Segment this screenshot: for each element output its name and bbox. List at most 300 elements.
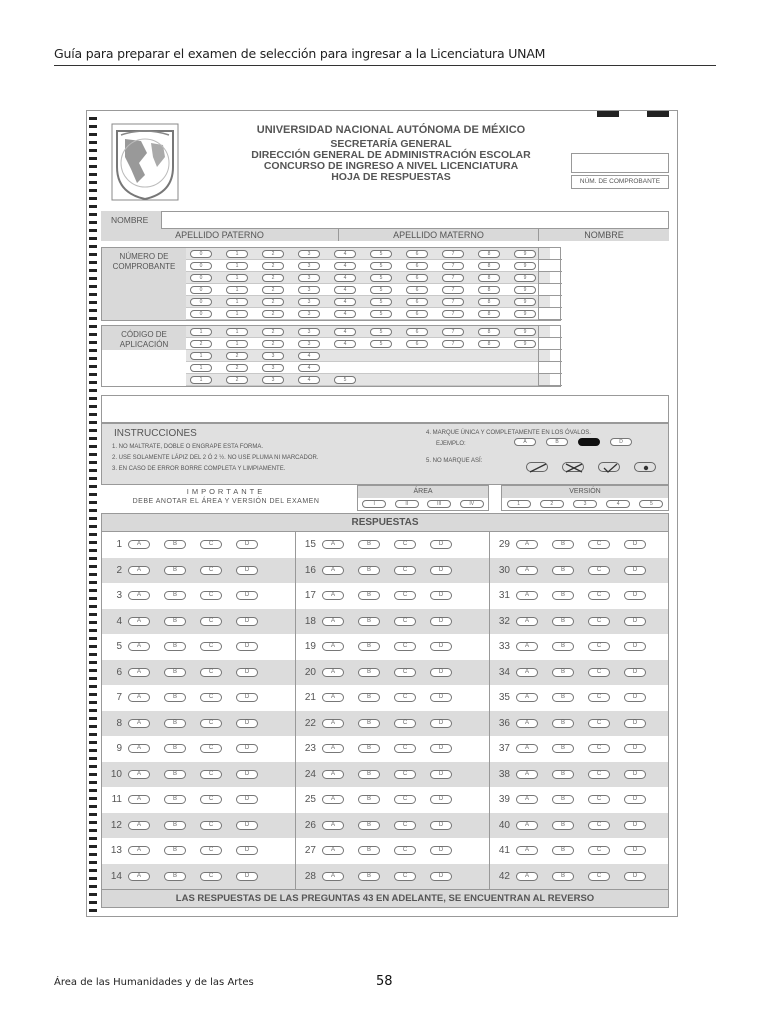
answer-bubble[interactable]: B <box>552 642 574 651</box>
code-bubble[interactable]: 2 <box>226 376 248 384</box>
answer-bubble[interactable]: D <box>624 693 646 702</box>
answer-bubble[interactable]: A <box>128 770 150 779</box>
code-bubble[interactable]: 1 <box>226 328 248 336</box>
answer-bubble[interactable]: D <box>624 795 646 804</box>
answer-bubble[interactable]: D <box>624 872 646 881</box>
answer-row <box>102 660 295 686</box>
answer-bubble[interactable]: C <box>200 591 222 600</box>
answer-bubble[interactable]: A <box>322 821 344 830</box>
answer-bubble[interactable]: D <box>236 668 258 677</box>
answer-bubble[interactable]: D <box>236 642 258 651</box>
answer-bubble[interactable]: B <box>552 744 574 753</box>
code-bubble[interactable]: 6 <box>406 328 428 336</box>
answer-bubble[interactable]: D <box>624 591 646 600</box>
answer-bubble[interactable]: C <box>200 872 222 881</box>
answer-bubble[interactable]: C <box>394 642 416 651</box>
answer-bubble[interactable]: D <box>430 719 452 728</box>
code-bubble[interactable]: 1 <box>190 328 212 336</box>
answer-bubble[interactable]: B <box>358 693 380 702</box>
digit-bubble[interactable]: 5 <box>370 262 392 270</box>
code-bubble[interactable]: 2 <box>226 352 248 360</box>
timing-mark <box>89 781 97 784</box>
direccion-title: DIRECCIÓN GENERAL DE ADMINISTRACIÓN ESCOLAR <box>251 149 531 161</box>
answer-bubble[interactable]: A <box>516 668 538 677</box>
answer-bubble[interactable]: A <box>128 872 150 881</box>
question-number: 2 <box>116 564 122 576</box>
answer-bubble[interactable]: D <box>430 693 452 702</box>
answer-bubble[interactable]: C <box>200 566 222 575</box>
answer-bubble[interactable]: B <box>164 770 186 779</box>
timing-mark <box>89 461 97 464</box>
digit-bubble[interactable]: 0 <box>190 298 212 306</box>
answer-column <box>296 532 490 889</box>
version-bubble[interactable]: 5 <box>639 500 663 508</box>
answer-bubble[interactable]: B <box>552 693 574 702</box>
answer-bubble[interactable]: B <box>358 540 380 549</box>
answer-bubble[interactable]: B <box>358 846 380 855</box>
answer-bubble[interactable]: C <box>588 566 610 575</box>
answer-bubble[interactable]: B <box>164 591 186 600</box>
code-bubble[interactable]: 4 <box>298 352 320 360</box>
answer-bubble[interactable]: C <box>588 540 610 549</box>
answer-bubble[interactable]: A <box>516 540 538 549</box>
digit-bubble[interactable]: 0 <box>190 310 212 318</box>
answer-bubble[interactable]: C <box>588 642 610 651</box>
digit-bubble[interactable]: 8 <box>478 250 500 258</box>
timing-mark <box>89 509 97 512</box>
answer-bubble[interactable]: A <box>516 591 538 600</box>
answer-bubble[interactable]: C <box>588 693 610 702</box>
digit-bubble[interactable]: 7 <box>442 274 464 282</box>
version-bubble[interactable]: 2 <box>540 500 564 508</box>
answer-bubble[interactable]: D <box>430 591 452 600</box>
question-number: 1 <box>116 539 122 551</box>
digit-bubble[interactable]: 5 <box>370 298 392 306</box>
answer-bubble[interactable]: C <box>588 770 610 779</box>
answer-bubble[interactable]: B <box>358 617 380 626</box>
answer-bubble[interactable]: A <box>516 770 538 779</box>
answer-bubble[interactable]: A <box>128 846 150 855</box>
digit-bubble[interactable]: 2 <box>262 298 284 306</box>
code-bubble[interactable]: 8 <box>478 340 500 348</box>
answer-bubble[interactable]: C <box>394 795 416 804</box>
answer-bubble[interactable]: B <box>358 642 380 651</box>
answer-bubble[interactable]: B <box>358 566 380 575</box>
digit-bubble[interactable]: 6 <box>406 310 428 318</box>
area-bubble[interactable]: III <box>427 500 451 508</box>
answer-bubble[interactable]: B <box>358 591 380 600</box>
code-bubble[interactable]: 2 <box>262 328 284 336</box>
code-bubble[interactable]: 7 <box>442 328 464 336</box>
code-bubble[interactable]: 3 <box>298 328 320 336</box>
answer-row <box>490 532 668 558</box>
answer-bubble[interactable]: B <box>552 617 574 626</box>
digit-bubble[interactable]: 9 <box>514 286 536 294</box>
answer-bubble[interactable]: A <box>516 566 538 575</box>
answer-bubble[interactable]: C <box>394 591 416 600</box>
answer-bubble[interactable]: B <box>164 668 186 677</box>
answer-bubble[interactable]: A <box>322 591 344 600</box>
answer-bubble[interactable]: D <box>430 821 452 830</box>
digit-bubble[interactable]: 9 <box>514 262 536 270</box>
answer-bubble[interactable]: A <box>322 617 344 626</box>
question-number: 23 <box>304 743 316 755</box>
answer-bubble[interactable]: B <box>164 540 186 549</box>
answer-bubble[interactable]: A <box>128 821 150 830</box>
receipt-number-label: NÚM. DE COMPROBANTE <box>571 175 669 189</box>
answer-bubble[interactable]: B <box>164 642 186 651</box>
digit-bubble[interactable]: 2 <box>262 286 284 294</box>
answer-bubble[interactable]: D <box>430 770 452 779</box>
digit-bubble[interactable]: 3 <box>298 250 320 258</box>
answer-bubble[interactable]: D <box>236 693 258 702</box>
answer-bubble[interactable]: C <box>200 846 222 855</box>
digit-bubble[interactable]: 9 <box>514 310 536 318</box>
answer-bubble[interactable]: A <box>322 719 344 728</box>
answer-bubble[interactable]: C <box>588 744 610 753</box>
answer-bubble[interactable]: C <box>394 617 416 626</box>
digit-bubble[interactable]: 8 <box>478 286 500 294</box>
answer-bubble[interactable]: D <box>236 821 258 830</box>
aplicacion-bubbles <box>186 326 550 386</box>
answer-bubble[interactable]: B <box>552 795 574 804</box>
answer-bubble[interactable]: C <box>588 719 610 728</box>
answer-bubble[interactable]: D <box>236 566 258 575</box>
digit-bubble[interactable]: 7 <box>442 298 464 306</box>
answer-bubble[interactable]: D <box>236 744 258 753</box>
answer-bubble[interactable]: B <box>358 668 380 677</box>
answer-bubble[interactable]: D <box>624 566 646 575</box>
answer-bubble[interactable]: C <box>200 540 222 549</box>
name-field[interactable] <box>161 211 669 229</box>
digit-bubble[interactable]: 0 <box>190 274 212 282</box>
code-bubble[interactable]: 3 <box>262 352 284 360</box>
answer-bubble[interactable]: A <box>128 668 150 677</box>
answer-bubble[interactable]: D <box>624 846 646 855</box>
digit-bubble[interactable]: 7 <box>442 250 464 258</box>
digit-bubble[interactable]: 6 <box>406 262 428 270</box>
answer-bubble[interactable]: A <box>322 846 344 855</box>
code-bubble[interactable]: 4 <box>298 376 320 384</box>
unam-seal-icon <box>111 123 179 201</box>
answer-bubble[interactable]: C <box>588 668 610 677</box>
digit-bubble[interactable]: 4 <box>334 274 356 282</box>
digit-bubble[interactable]: 1 <box>226 274 248 282</box>
area-bubble[interactable]: I <box>362 500 386 508</box>
answer-bubble[interactable]: B <box>164 846 186 855</box>
code-bubble[interactable]: 2 <box>226 364 248 372</box>
digit-bubble[interactable]: 5 <box>370 310 392 318</box>
code-bubble[interactable]: 4 <box>334 340 356 348</box>
answer-bubble[interactable]: A <box>516 821 538 830</box>
digit-bubble[interactable]: 9 <box>514 274 536 282</box>
answer-row <box>490 762 668 788</box>
answer-bubble[interactable]: C <box>588 846 610 855</box>
answer-bubble[interactable]: C <box>200 744 222 753</box>
answer-bubble[interactable]: A <box>516 642 538 651</box>
answer-bubble[interactable]: A <box>516 617 538 626</box>
digit-bubble[interactable]: 3 <box>298 298 320 306</box>
answer-bubble[interactable]: D <box>236 540 258 549</box>
answer-bubble[interactable]: C <box>200 821 222 830</box>
digit-bubble[interactable]: 6 <box>406 286 428 294</box>
answer-bubble[interactable]: B <box>552 566 574 575</box>
digit-bubble[interactable]: 5 <box>370 274 392 282</box>
digit-bubble[interactable]: 6 <box>406 298 428 306</box>
version-bubble[interactable]: 4 <box>606 500 630 508</box>
code-bubble[interactable]: 3 <box>298 340 320 348</box>
answer-bubble[interactable]: B <box>164 693 186 702</box>
answer-bubble[interactable]: B <box>552 540 574 549</box>
answer-bubble[interactable]: A <box>128 642 150 651</box>
code-bubble[interactable]: 1 <box>190 352 212 360</box>
comprobante-row <box>186 248 550 260</box>
digit-bubble[interactable]: 4 <box>334 298 356 306</box>
answer-bubble[interactable]: B <box>358 795 380 804</box>
area-bubble[interactable]: IV <box>460 500 484 508</box>
answer-bubble[interactable]: B <box>552 668 574 677</box>
timing-mark <box>89 397 97 400</box>
answer-bubble[interactable]: C <box>588 795 610 804</box>
answer-bubble[interactable]: A <box>128 744 150 753</box>
version-bubble[interactable]: 3 <box>573 500 597 508</box>
code-bubble[interactable]: 1 <box>190 376 212 384</box>
answer-bubble[interactable]: D <box>236 591 258 600</box>
answer-bubble[interactable]: A <box>322 566 344 575</box>
answer-bubble[interactable]: A <box>128 617 150 626</box>
timing-mark <box>89 661 97 664</box>
answer-bubble[interactable]: A <box>128 693 150 702</box>
answer-bubble[interactable]: D <box>430 540 452 549</box>
digit-bubble[interactable]: 8 <box>478 262 500 270</box>
answer-bubble[interactable]: A <box>516 693 538 702</box>
answer-bubble[interactable]: C <box>588 617 610 626</box>
answer-bubble[interactable]: A <box>322 668 344 677</box>
version-bubble[interactable]: 1 <box>507 500 531 508</box>
answer-bubble[interactable]: B <box>164 795 186 804</box>
answer-bubble[interactable]: A <box>322 540 344 549</box>
answer-bubble[interactable]: A <box>322 642 344 651</box>
code-bubble[interactable]: 2 <box>262 340 284 348</box>
digit-bubble[interactable]: 1 <box>226 298 248 306</box>
question-number: 3 <box>116 590 122 602</box>
answer-bubble[interactable]: D <box>624 540 646 549</box>
answer-bubble[interactable]: A <box>128 540 150 549</box>
answer-bubble[interactable]: C <box>394 719 416 728</box>
digit-bubble[interactable]: 2 <box>262 250 284 258</box>
answer-bubble[interactable]: B <box>358 872 380 881</box>
answer-bubble[interactable]: A <box>128 795 150 804</box>
answer-bubble[interactable]: B <box>552 821 574 830</box>
code-bubble[interactable]: 7 <box>442 340 464 348</box>
code-bubble[interactable]: 6 <box>406 340 428 348</box>
area-bubble[interactable]: II <box>395 500 419 508</box>
digit-bubble[interactable]: 6 <box>406 274 428 282</box>
answer-bubble[interactable]: A <box>516 795 538 804</box>
answer-bubble[interactable]: A <box>516 719 538 728</box>
answer-bubble[interactable]: C <box>588 872 610 881</box>
digit-bubble[interactable]: 4 <box>334 286 356 294</box>
digit-bubble[interactable]: 6 <box>406 250 428 258</box>
answer-bubble[interactable]: C <box>394 668 416 677</box>
answer-bubble[interactable]: D <box>236 617 258 626</box>
answer-bubble[interactable]: B <box>552 770 574 779</box>
digit-bubble[interactable]: 0 <box>190 286 212 294</box>
code-bubble[interactable]: 3 <box>262 364 284 372</box>
answer-bubble[interactable]: A <box>322 872 344 881</box>
answer-bubble[interactable]: B <box>164 821 186 830</box>
answer-bubble[interactable]: D <box>624 642 646 651</box>
code-bubble[interactable]: 4 <box>334 328 356 336</box>
answer-bubble[interactable]: D <box>236 719 258 728</box>
answer-bubble[interactable]: D <box>430 566 452 575</box>
answer-bubble[interactable]: B <box>552 872 574 881</box>
answer-bubble[interactable]: B <box>164 617 186 626</box>
timing-mark <box>89 149 97 152</box>
answer-bubble[interactable]: D <box>624 821 646 830</box>
question-number: 5 <box>116 641 122 653</box>
digit-bubble[interactable]: 9 <box>514 250 536 258</box>
answer-bubble[interactable]: C <box>394 566 416 575</box>
answer-bubble[interactable]: D <box>430 642 452 651</box>
digit-bubble[interactable]: 3 <box>298 274 320 282</box>
code-bubble[interactable]: 3 <box>262 376 284 384</box>
answer-bubble[interactable]: A <box>322 744 344 753</box>
digit-bubble[interactable]: 2 <box>262 262 284 270</box>
answer-bubble[interactable]: D <box>236 872 258 881</box>
instructions-list <box>112 442 319 475</box>
digit-bubble[interactable]: 4 <box>334 262 356 270</box>
answer-bubble[interactable]: D <box>430 795 452 804</box>
digit-bubble[interactable]: 4 <box>334 250 356 258</box>
code-bubble[interactable]: 9 <box>514 340 536 348</box>
answer-bubble[interactable]: C <box>394 821 416 830</box>
answer-bubble[interactable]: D <box>624 744 646 753</box>
code-bubble[interactable]: 4 <box>298 364 320 372</box>
digit-bubble[interactable]: 7 <box>442 310 464 318</box>
answer-bubble[interactable]: C <box>200 770 222 779</box>
digit-bubble[interactable]: 8 <box>478 310 500 318</box>
timing-mark <box>89 221 97 224</box>
digit-bubble[interactable]: 4 <box>334 310 356 318</box>
digit-bubble[interactable]: 7 <box>442 262 464 270</box>
digit-bubble[interactable]: 3 <box>298 286 320 294</box>
timing-mark <box>89 437 97 440</box>
digit-bubble[interactable]: 0 <box>190 250 212 258</box>
answer-bubble[interactable]: A <box>322 795 344 804</box>
answer-bubble[interactable]: B <box>552 591 574 600</box>
digit-bubble[interactable]: 8 <box>478 298 500 306</box>
answer-bubble[interactable]: D <box>430 668 452 677</box>
code-bubble[interactable]: 1 <box>190 364 212 372</box>
answer-bubble[interactable]: B <box>164 744 186 753</box>
digit-bubble[interactable]: 0 <box>190 262 212 270</box>
code-bubble[interactable]: 9 <box>514 328 536 336</box>
answer-bubble[interactable]: C <box>200 719 222 728</box>
digit-bubble[interactable]: 3 <box>298 310 320 318</box>
answer-bubble[interactable]: B <box>164 566 186 575</box>
answer-bubble[interactable]: B <box>358 821 380 830</box>
question-number: 31 <box>498 590 510 602</box>
answer-bubble[interactable]: D <box>236 846 258 855</box>
code-bubble[interactable]: 5 <box>370 340 392 348</box>
code-bubble[interactable]: 2 <box>190 340 212 348</box>
answer-bubble[interactable]: A <box>516 846 538 855</box>
answer-bubble[interactable]: A <box>516 872 538 881</box>
digit-bubble[interactable]: 9 <box>514 298 536 306</box>
answer-bubble[interactable]: B <box>358 719 380 728</box>
answer-bubble[interactable]: C <box>588 591 610 600</box>
answer-bubble[interactable]: A <box>128 591 150 600</box>
digit-bubble[interactable]: 2 <box>262 310 284 318</box>
answer-bubble[interactable]: D <box>430 846 452 855</box>
answer-bubble[interactable]: D <box>624 770 646 779</box>
answer-bubble[interactable]: D <box>430 744 452 753</box>
answer-bubble[interactable]: C <box>394 846 416 855</box>
answer-bubble[interactable]: C <box>394 540 416 549</box>
answer-bubble[interactable]: B <box>164 872 186 881</box>
answer-bubble[interactable]: C <box>200 693 222 702</box>
digit-bubble[interactable]: 5 <box>370 286 392 294</box>
digit-bubble[interactable]: 1 <box>226 262 248 270</box>
answer-bubble[interactable]: C <box>394 872 416 881</box>
timing-mark <box>89 725 97 728</box>
answer-bubble[interactable]: D <box>624 617 646 626</box>
timing-mark <box>89 789 97 792</box>
answer-bubble[interactable]: A <box>516 744 538 753</box>
code-bubble[interactable]: 5 <box>334 376 356 384</box>
code-bubble[interactable]: 5 <box>370 328 392 336</box>
answer-bubble[interactable]: C <box>200 668 222 677</box>
answer-bubble[interactable]: A <box>322 770 344 779</box>
answer-bubble[interactable]: C <box>200 795 222 804</box>
answer-bubble[interactable]: D <box>236 795 258 804</box>
digit-bubble[interactable]: 1 <box>226 250 248 258</box>
answer-bubble[interactable]: C <box>394 744 416 753</box>
answer-bubble[interactable]: C <box>394 770 416 779</box>
answer-bubble[interactable]: C <box>394 693 416 702</box>
code-bubble[interactable]: 1 <box>226 340 248 348</box>
answer-bubble[interactable]: C <box>588 821 610 830</box>
code-bubble[interactable]: 8 <box>478 328 500 336</box>
answer-bubble[interactable]: D <box>430 617 452 626</box>
answer-bubble[interactable]: C <box>200 617 222 626</box>
answer-bubble[interactable]: B <box>552 846 574 855</box>
answer-bubble[interactable]: B <box>552 719 574 728</box>
digit-bubble[interactable]: 1 <box>226 310 248 318</box>
digit-bubble[interactable]: 7 <box>442 286 464 294</box>
answer-bubble[interactable]: B <box>164 719 186 728</box>
answer-bubble[interactable]: D <box>624 668 646 677</box>
answer-bubble[interactable]: B <box>358 744 380 753</box>
answer-bubble[interactable]: D <box>236 770 258 779</box>
digit-bubble[interactable]: 2 <box>262 274 284 282</box>
receipt-number-field[interactable] <box>571 153 669 173</box>
digit-bubble[interactable]: 8 <box>478 274 500 282</box>
answer-bubble[interactable]: B <box>358 770 380 779</box>
answer-bubble[interactable]: D <box>430 872 452 881</box>
question-number: 33 <box>498 641 510 653</box>
answer-bubble[interactable]: A <box>128 566 150 575</box>
answer-bubble[interactable]: D <box>624 719 646 728</box>
digit-bubble[interactable]: 3 <box>298 262 320 270</box>
answer-bubble[interactable]: C <box>200 642 222 651</box>
answer-bubble[interactable]: A <box>322 693 344 702</box>
timing-mark <box>89 373 97 376</box>
digit-bubble[interactable]: 5 <box>370 250 392 258</box>
answer-bubble[interactable]: A <box>128 719 150 728</box>
digit-bubble[interactable]: 1 <box>226 286 248 294</box>
